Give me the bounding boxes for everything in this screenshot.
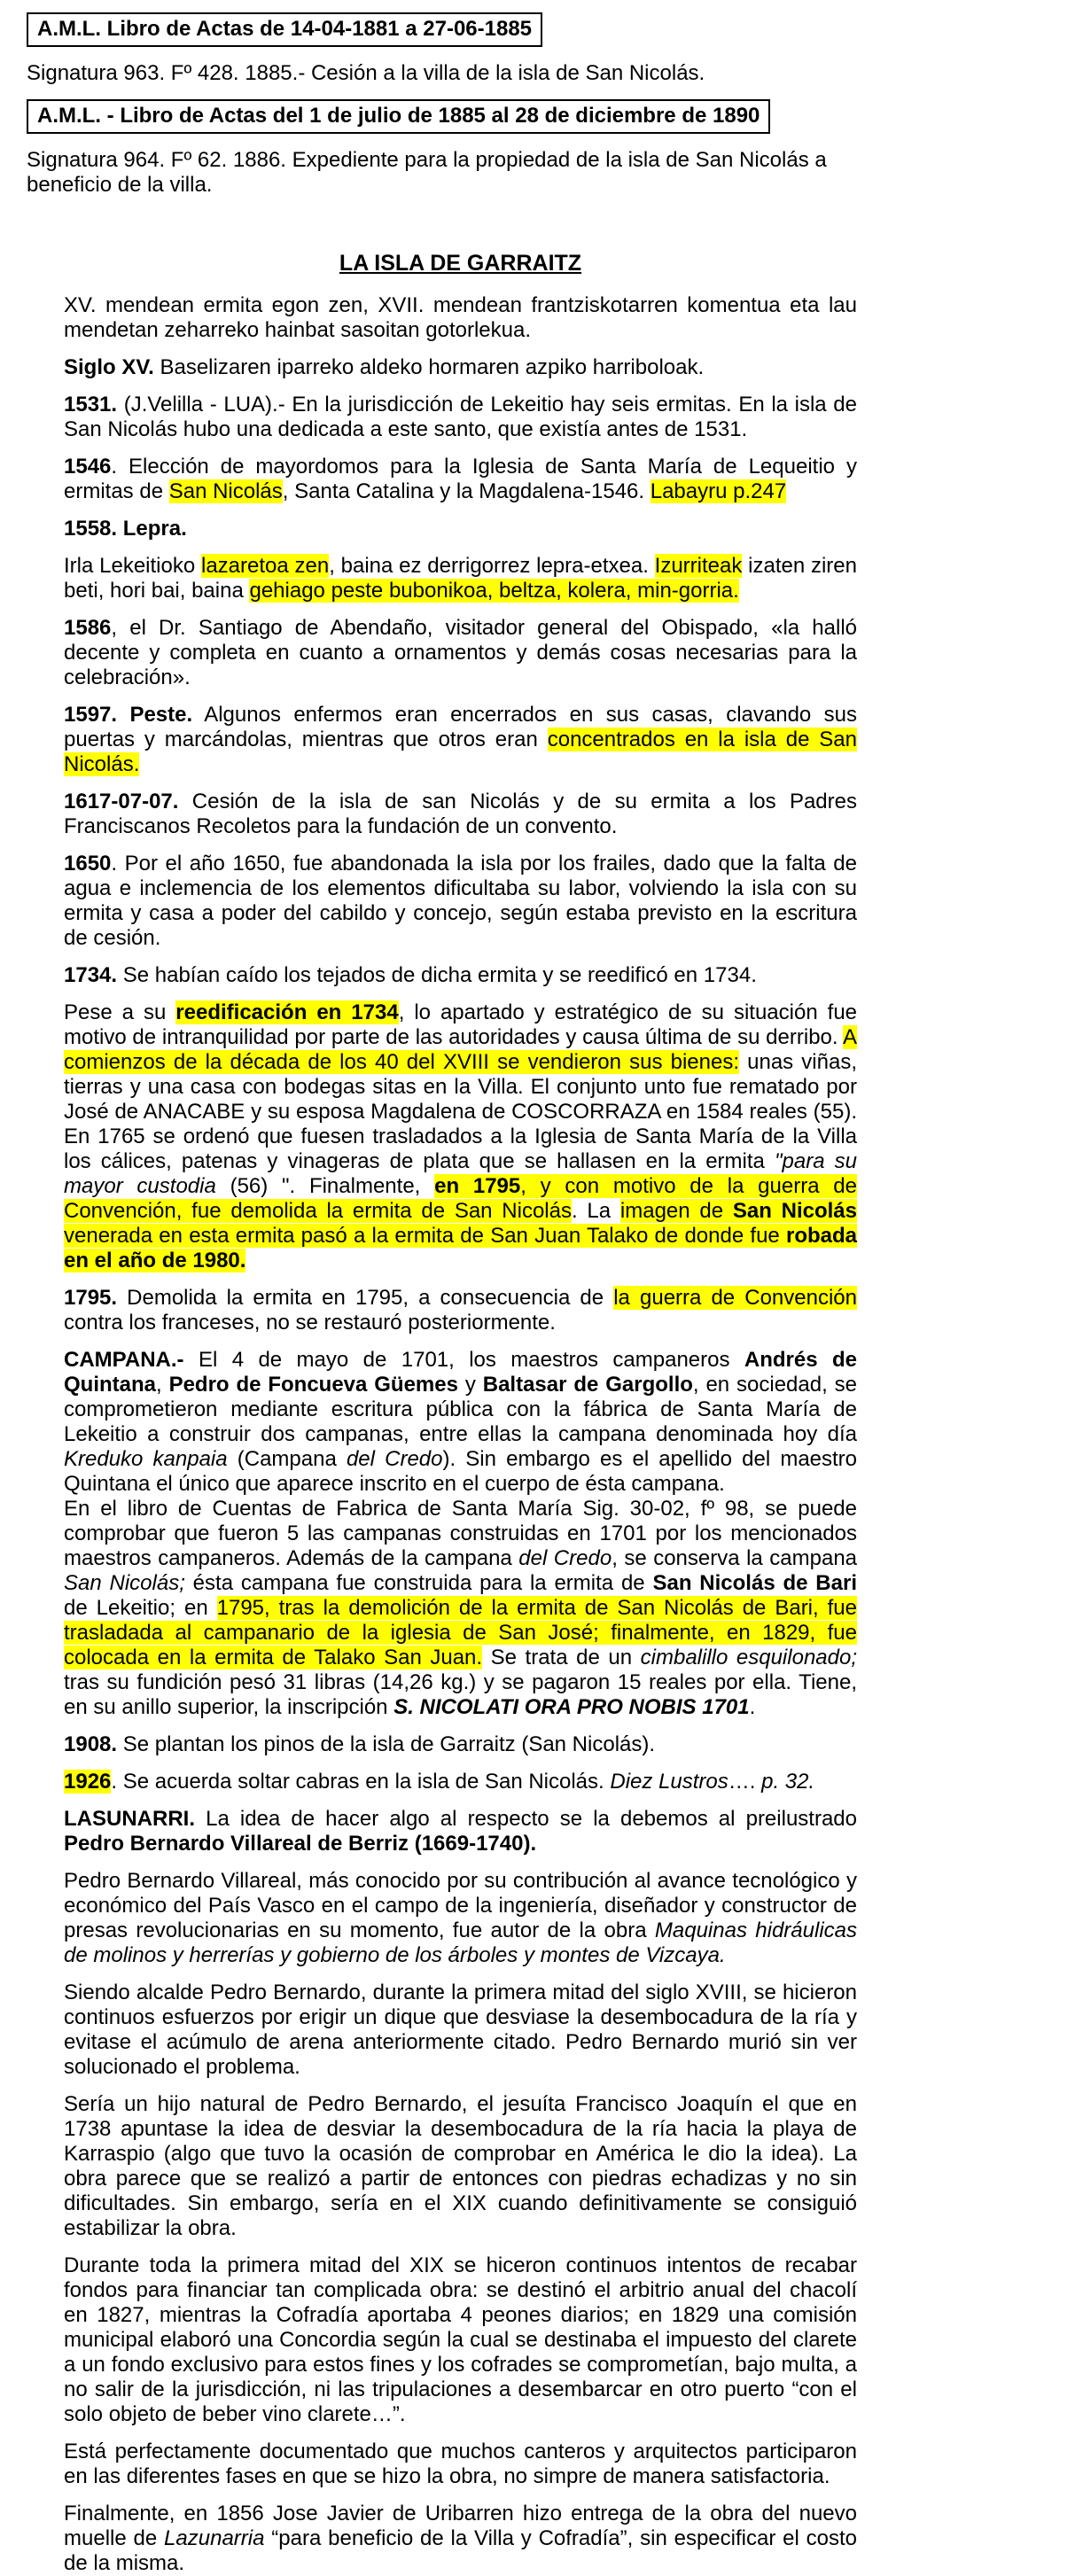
- text-run: tras su fundición pesó 31 libras (14,26 kg.) y se pagaron 15 reales por ella. Tiene, en su anillo superior, la inscripción: [64, 1670, 857, 1719]
- highlighted-text: San Nicolás: [732, 1199, 857, 1223]
- archive-box-1885-1890: A.M.L. - Libro de Actas del 1 de julio de 1885 al 28 de diciembre de 1890: [27, 99, 770, 134]
- text-run: Diez Lustros: [610, 1770, 728, 1794]
- text-run: (J.Velilla - LUA).- En la jurisdicción de Lekeitio hay seis ermitas. En la isla de San Nicolás hubo una dedicada a este santo, que existía antes de 1531.: [64, 393, 857, 441]
- highlighted-text: concentrados en la isla de San Nicolás.: [64, 728, 858, 776]
- text-run: ….: [728, 1770, 762, 1794]
- text-run: , se conserva la campana: [612, 1546, 858, 1570]
- entry-canteros-arquitectos: [64, 2440, 857, 2489]
- entry-irla-lekeitioko: [64, 554, 857, 603]
- archive-header: [27, 12, 854, 198]
- entry-1531: [64, 393, 857, 442]
- text-run: El 4 de mayo de 1701, los maestros campaneros: [183, 1348, 744, 1372]
- text-run: LASUNARRI.: [64, 1807, 195, 1831]
- highlighted-text: reedificación en 1734: [175, 1000, 399, 1024]
- text-run: ésta campana fue construida para la ermita de: [184, 1571, 653, 1595]
- entry-1650: [64, 852, 857, 951]
- entry-pedro-bernardo-villareal: [64, 1869, 857, 1968]
- text-run: ,: [156, 1373, 169, 1397]
- entry-xv-mendean: [64, 293, 857, 343]
- entry-siendo-alcalde: [64, 1981, 857, 2080]
- entry-campana-parte-1: [64, 1348, 857, 1497]
- signatura-963-line: Signatura 963. Fº 428. 1885.- Cesión a la villa de la isla de San Nicolás.: [27, 61, 705, 85]
- text-run: ). Sin embargo es el apellido del maestro Quintana el único que aparece inscrito en el cuerpo de ésta campana.: [64, 1447, 858, 1496]
- entry-lasunarri: [64, 1807, 857, 1856]
- highlighted-text: 1926: [64, 1770, 112, 1794]
- text-run: . Se acuerda soltar cabras en la isla de San Nicolás.: [111, 1770, 611, 1794]
- text-run: y: [457, 1373, 483, 1397]
- entry-pese-reedificacion: [64, 1000, 857, 1273]
- text-run: izaten ziren beti, hori bai, baina: [64, 554, 857, 603]
- text-run: Baselizaren iparreko aldeko hormaren azpiko harriboloak.: [153, 355, 705, 379]
- text-run: 1546: [64, 455, 112, 479]
- text-run: , en sociedad, se comprometieron mediante escritura pública con la fábrica de Santa María de Lekeitio a construir dos campanas, entre ellas la campana denominada hoy día: [64, 1373, 857, 1446]
- text-run: . Elección de mayordomos para la Iglesia de Santa María de Lequeitio y ermitas de: [64, 455, 857, 503]
- highlighted-text: Izurriteak: [654, 554, 743, 578]
- page-title: LA ISLA DE GARRAITZ: [339, 251, 582, 276]
- text-run: 1586: [64, 616, 112, 640]
- text-run: p. 32.: [761, 1770, 815, 1794]
- text-run: 1597. Peste.: [64, 703, 193, 727]
- text-run: San Nicolás de Bari: [652, 1571, 857, 1595]
- text-run: San Nicolás;: [64, 1571, 185, 1595]
- text-run: En el libro de Cuentas de Fabrica de Santa María Sig. 30-02, fº 98, se puede comprobar que fueron 5 las campanas construidas en 1701 por los mencionados maestros campaneros. Además de la campana: [64, 1497, 857, 1570]
- highlighted-text: gehiago peste bubonikoa, beltza, kolera, min-gorria.: [249, 579, 739, 603]
- text-run: 1531.: [64, 393, 118, 416]
- text-run: Maquinas hidráulicas de molinos y herrerías y gobierno de los árboles y montes de Vizcaya.: [64, 1918, 857, 1967]
- text-run: del Credo: [346, 1447, 443, 1471]
- text-run: Siendo alcalde Pedro Bernardo, durante la primera mitad del siglo XVIII, se hicieron continuos esfuerzos por erigir un dique que desviase la desembocadura de la ría y evitase el acúmulo de arena anteriormente citado. Pedro Bernardo murió sin ver solucionado el problema.: [64, 1981, 857, 2079]
- text-run: (Campana: [227, 1447, 347, 1471]
- text-run: 1558. Lepra.: [64, 517, 187, 541]
- text-run: Está perfectamente documentado que muchos canteros y arquitectos participaron en las diferentes fases en que se hizo la obra, no simpre de manera satisfactoria.: [64, 2440, 857, 2488]
- document-page: [0, 12, 1083, 2575]
- signatura-964-line: Signatura 964. Fº 62. 1886. Expediente para la propiedad de la isla de San Nicolás a beneficio de la villa.: [27, 148, 827, 197]
- highlighted-text: , y con motivo de la guerra de Convención, fue demolida la ermita de San Nicolás: [64, 1174, 857, 1223]
- text-run: 1617-07-07.: [64, 790, 179, 813]
- text-run: Pedro Bernardo Villareal de Berriz (1669-1740).: [64, 1832, 537, 1856]
- text-run: , Santa Catalina y la Magdalena-1546.: [282, 479, 651, 503]
- entry-1795: [64, 1286, 857, 1335]
- text-run: Baltasar de Gargollo: [482, 1373, 693, 1397]
- text-run: Kreduko kanpaia: [64, 1447, 228, 1471]
- document-body: [64, 251, 857, 2576]
- text-run: contra los franceses, no se restauró posteriormente.: [64, 1311, 556, 1335]
- text-run: Irla Lekeitioko: [64, 554, 201, 578]
- text-run: Pedro Bernardo Villareal, más conocido por su contribución al avance tecnológico y económico del País Vasco en el campo de la ingeniería, diseñador y constructor de presas revolucionarias en su momento, fue autor de la obra: [64, 1869, 857, 1942]
- text-run: 1650: [64, 852, 112, 876]
- text-run: 1734.: [64, 963, 118, 987]
- text-run: XV. mendean ermita egon zen, XVII. mendean frantziskotarren komentua eta lau mendetan zeharreko hainbat sasoitan gotorlekua.: [64, 293, 857, 342]
- entry-1597-peste: [64, 703, 857, 777]
- highlighted-text: robada en el año de 1980.: [64, 1224, 857, 1272]
- entry-siglo-xv: [64, 355, 857, 380]
- text-run: Pese a su: [64, 1000, 176, 1024]
- archive-box-1881-1885: A.M.L. Libro de Actas de 14-04-1881 a 27-06-1885: [27, 12, 542, 47]
- entry-finalmente-1856: [64, 2502, 857, 2576]
- entry-1617-07-07: [64, 790, 857, 839]
- text-run: Se trata de un: [482, 1646, 641, 1669]
- highlighted-text: imagen de: [619, 1199, 733, 1223]
- text-run: 1795.: [64, 1286, 118, 1310]
- text-run: cimbalillo esquilonado;: [640, 1646, 858, 1669]
- text-run: “para beneficio de la Villa y Cofradía”, sin especificar el costo de la misma.: [64, 2526, 858, 2575]
- text-run: Pedro de Foncueva Güemes: [168, 1373, 458, 1397]
- highlighted-text: venerada en esta ermita pasó a la ermita de San Juan Talako de donde fue: [64, 1224, 786, 1248]
- highlighted-text: Labayru p.247: [650, 479, 787, 503]
- text-run: . La: [571, 1199, 620, 1223]
- text-run: 1908.: [64, 1732, 118, 1756]
- text-run: de Lekeitio; en: [64, 1596, 217, 1620]
- text-run: Sería un hijo natural de Pedro Bernardo, el jesuíta Francisco Joaquín el que en 1738 apuntase la idea de desviar la desembocadura de la ría hacia la playa de Karraspio (algo que tuvo la ocasión de comprobar en América le dio la idea). La obra parece que se realizó a partir de entonces con piedras echadizas y no sin dificultades. Sin embargo, sería en el XIX cuando definitivamente se consiguió estabilizar la obra.: [64, 2092, 857, 2240]
- highlighted-text: San Nicolás: [168, 479, 283, 503]
- text-run: "para su mayor custodia: [64, 1149, 857, 1198]
- entry-hijo-natural: [64, 2092, 857, 2241]
- text-run: , lo apartado y estratégico de su situación fue motivo de intranquilidad por parte de las autoridades y causa última de su derribo.: [64, 1000, 858, 1049]
- text-run: .: [749, 1695, 756, 1719]
- text-run: (56) ". Finalmente,: [215, 1174, 435, 1198]
- text-run: S. NICOLATI ORA PRO NOBIS 1701: [393, 1695, 750, 1719]
- entry-1908: [64, 1732, 857, 1757]
- highlighted-text: la guerra de Convención: [613, 1286, 857, 1310]
- text-run: , baina ez derrigorrez lepra-etxea.: [329, 554, 655, 578]
- text-run: Andrés de Quintana: [64, 1348, 857, 1397]
- text-run: Demolida la ermita en 1795, a consecuencia de: [117, 1286, 614, 1310]
- entry-1734: [64, 963, 857, 988]
- text-run: Se plantan los pinos de la isla de Garraitz (San Nicolás).: [117, 1732, 656, 1756]
- text-run: La idea de hacer algo al respecto se la debemos al preilustrado: [195, 1807, 857, 1831]
- text-run: Se habían caído los tejados de dicha ermita y se reedificó en 1734.: [117, 963, 757, 987]
- highlighted-text: lazaretoa zen: [200, 554, 330, 578]
- text-run: Algunos enfermos eran encerrados en sus casas, clavando sus puertas y marcándolas, mientras que otros eran: [64, 703, 858, 751]
- text-run: Cesión de la isla de san Nicolás y de su ermita a los Padres Franciscanos Recoletos para la fundación de un convento.: [64, 790, 857, 838]
- entry-campana-parte-2: [64, 1497, 857, 1720]
- text-run: . Por el año 1650, fue abandonada la isla por los frailes, dado que la falta de agua e inclemencia de los elementos dificultaba su labor, volviendo la isla con su ermita y casa a poder del cabildo y concejo, según estaba previsto en la escritura de cesión.: [64, 852, 857, 950]
- text-run: del Credo: [518, 1546, 612, 1570]
- text-run: unas viñas, tierras y una casa con bodegas sitas en la Villa. El conjunto unto fue rematado por José de ANACABE y su esposa Magdalena de COSCORRAZA en 1584 reales (55). En 1765 se ordenó que fuesen trasladados a la Iglesia de Santa María de la Villa los cálices, patenas y vinageras de plata que se hallasen en la ermita: [64, 1050, 857, 1173]
- highlighted-text: en 1795: [434, 1174, 521, 1198]
- entry-1926: [64, 1770, 857, 1794]
- text-run: Lazunarria: [164, 2526, 265, 2550]
- entry-1546: [64, 455, 857, 504]
- text-run: Siglo XV.: [64, 355, 154, 379]
- entry-durante-xix: [64, 2253, 857, 2427]
- text-run: Durante toda la primera mitad del XIX se hiceron continuos intentos de recabar fondos para financiar tan complicada obra: se destinó el arbitrio anual del chacolí en 1827, mientras la Cofradía aportaba 4 peones diarios; en 1829 una comisión municipal elaboró una Concordia según la cual se destinaba el impuesto del clarete a un fondo exclusivo para estos fines y los cofrades se comprometían, bajo multa, a no salir de la jurisdicción, ni las tripulaciones a desembarcar en otro puerto “con el solo objeto de beber vino clarete…”.: [64, 2253, 857, 2426]
- highlighted-text: 1795, tras la demolición de la ermita de San Nicolás de Bari, fue trasladada al campanario de la iglesia de San José; finalmente, en 1829, fue colocada en la ermita de Talako San Juan.: [64, 1596, 857, 1669]
- text-run: Finalmente, en 1856 Jose Javier de Uribarren hizo entrega de la obra del nuevo muelle de: [64, 2502, 857, 2550]
- text-run: CAMPANA.-: [64, 1348, 184, 1372]
- paragraph-list: [64, 293, 857, 2576]
- text-run: , el Dr. Santiago de Abendaño, visitador general del Obispado, «la halló decente y completa en cuanto a ornamentos y demás cosas necesarias para la celebración».: [64, 616, 857, 689]
- entry-1558-lepra: [64, 517, 857, 541]
- highlighted-text: A comienzos de la década de los 40 del XVIII se vendieron sus bienes:: [64, 1025, 857, 1074]
- entry-1586: [64, 616, 857, 690]
- archive-box-wrap: [27, 99, 854, 134]
